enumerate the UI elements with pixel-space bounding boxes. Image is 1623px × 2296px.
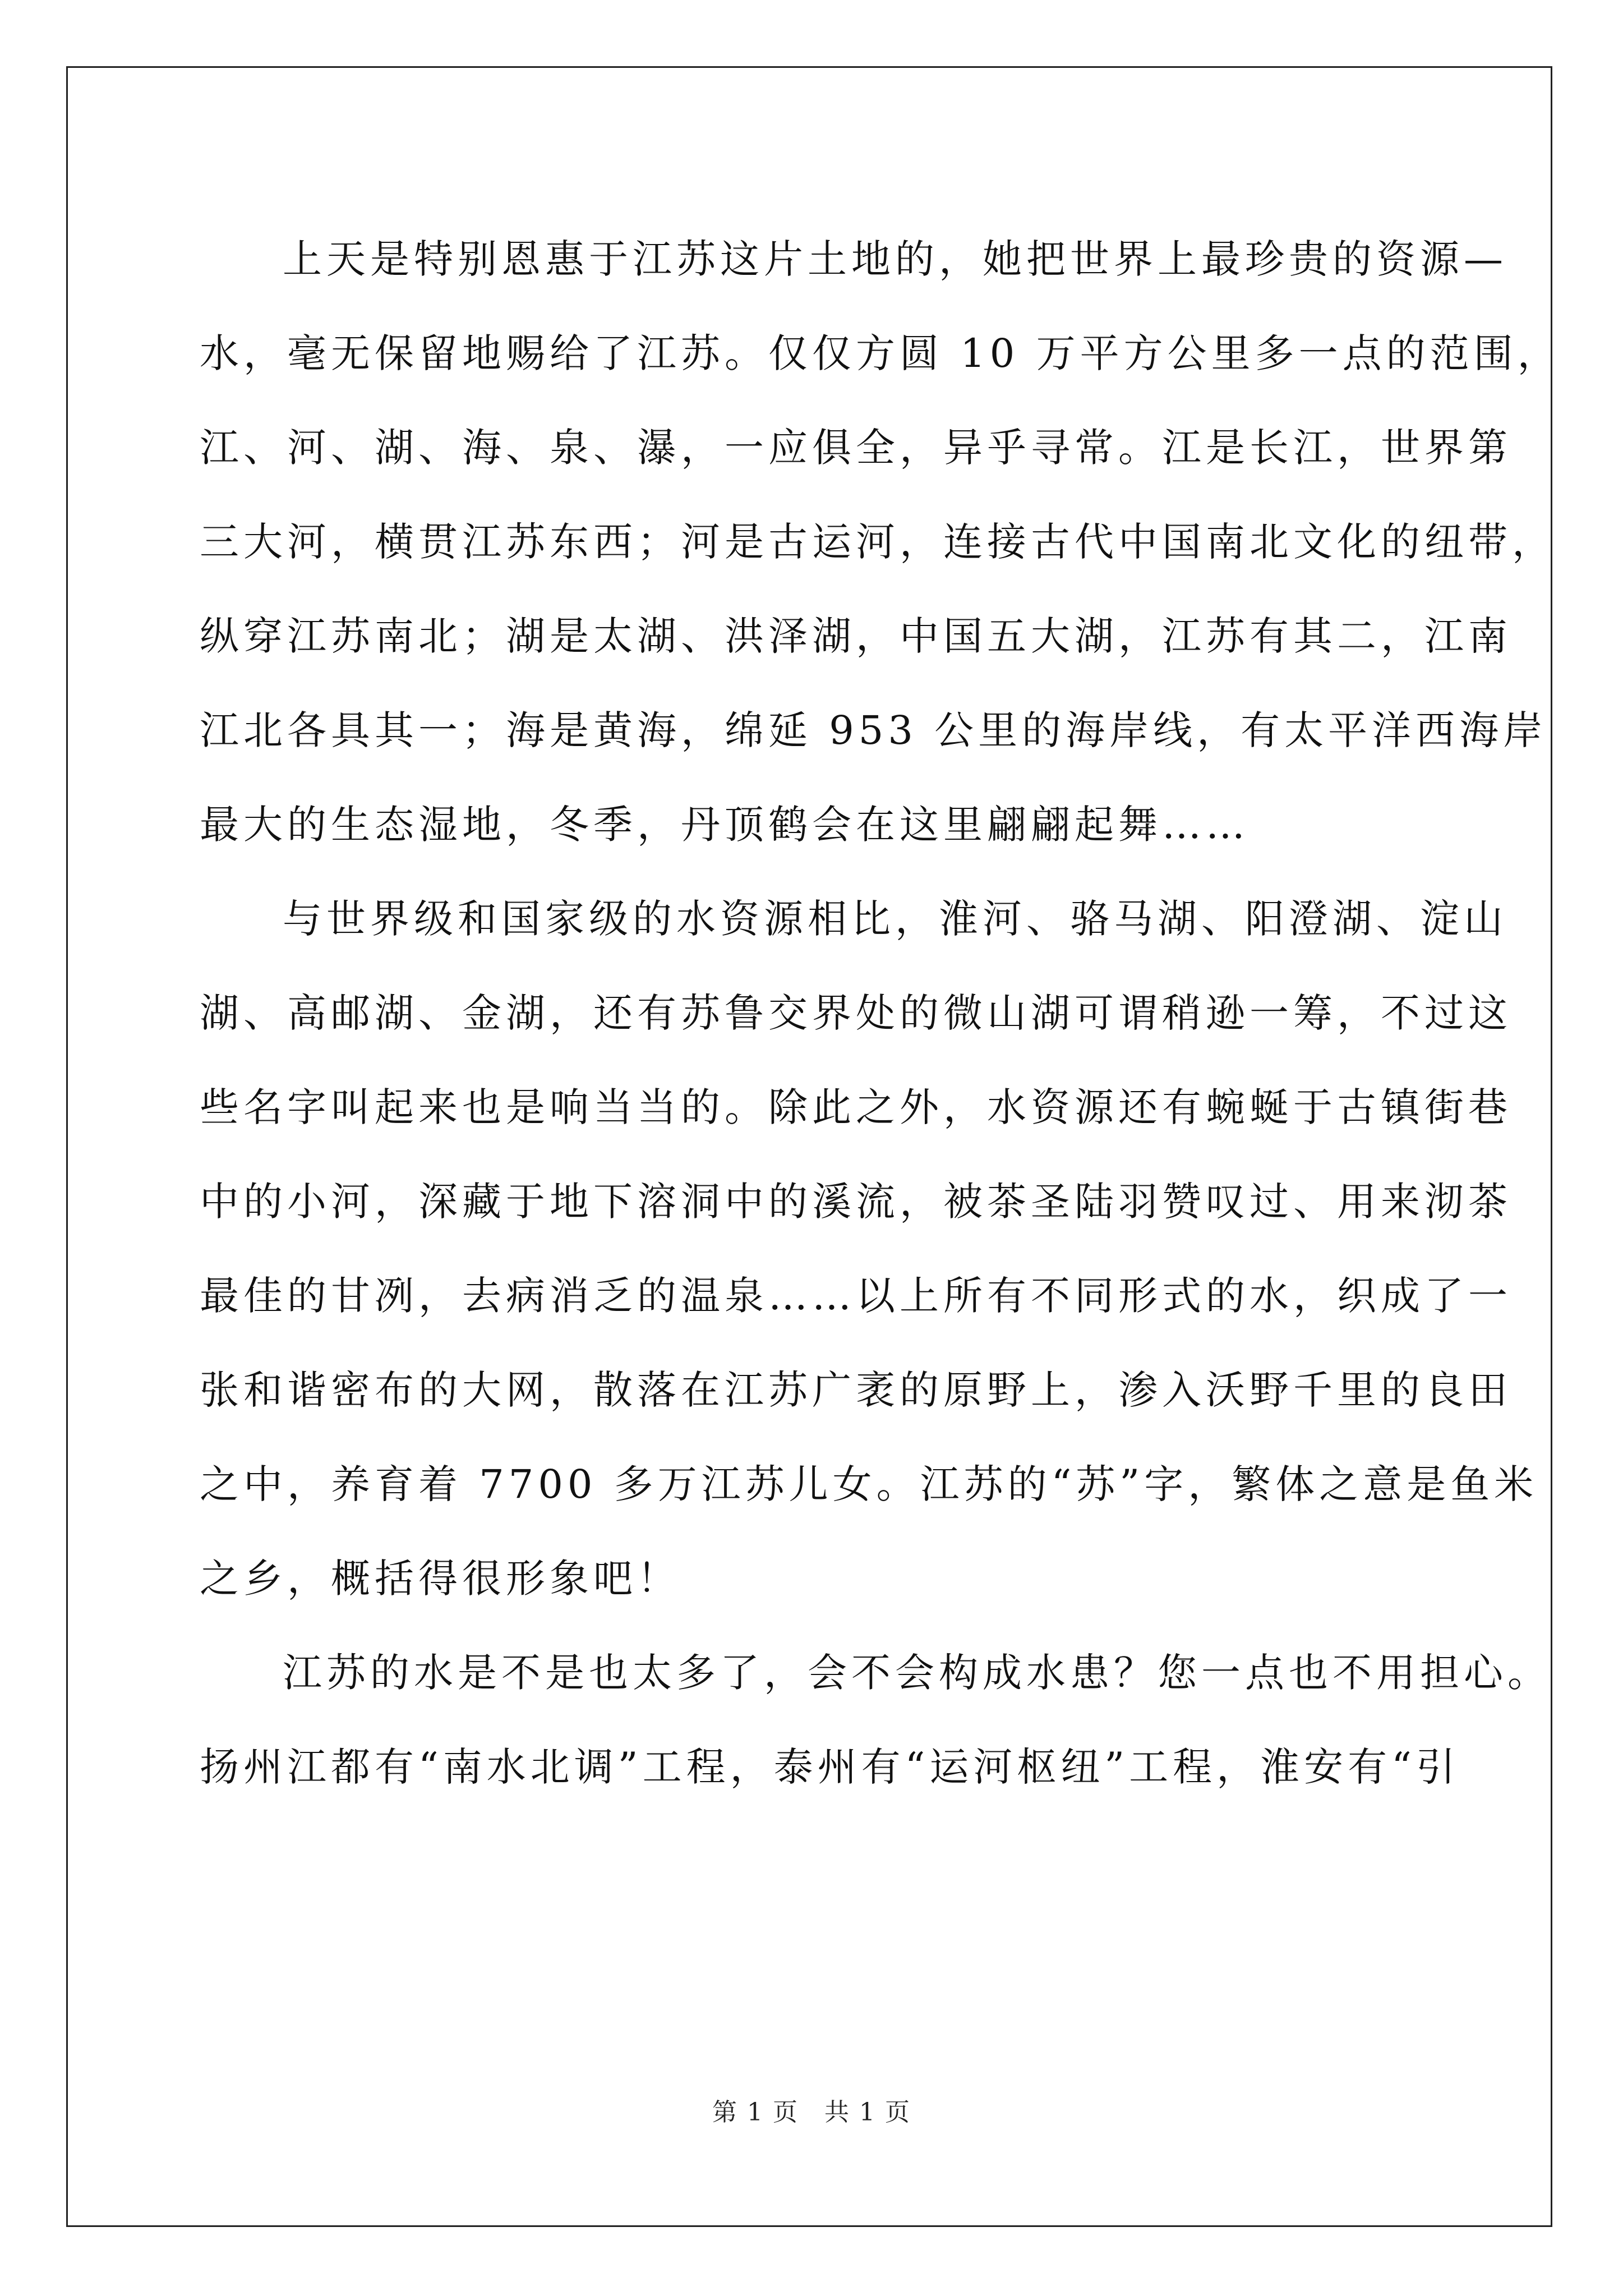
text-line: 三大河，横贯江苏东西；河是古运河，连接古代中国南北文化的纽带，: [200, 519, 1556, 565]
text-line: 最佳的甘冽，去病消乏的温泉……以上所有不同形式的水，织成了一: [200, 1273, 1512, 1319]
text-line: 江、河、湖、海、泉、瀑，一应俱全，异乎寻常。江是长江，世界第: [200, 425, 1512, 471]
text-line: 之乡，概括得很形象吧！: [200, 1556, 681, 1602]
text-line: 最大的生态湿地，冬季，丹顶鹤会在这里翩翩起舞……: [200, 802, 1249, 848]
paragraph-1: [200, 212, 1561, 872]
text-line: 之中，养育着 7700 多万江苏儿女。江苏的“苏”字，繁体之意是鱼米: [200, 1461, 1538, 1507]
text-line: 与世界级和国家级的水资源相比，淮河、骆马湖、阳澄湖、淀山: [283, 896, 1507, 942]
paragraph-3: [200, 1626, 1551, 1814]
text-line: 扬州江都有“南水北调”工程，泰州有“运河枢纽”工程，淮安有“引: [200, 1744, 1460, 1790]
text-line: 中的小河，深藏于地下溶洞中的溪流，被茶圣陆羽赞叹过、用来沏茶: [200, 1179, 1512, 1225]
text-line: 张和谐密布的大网，散落在江苏广袤的原野上，渗入沃野千里的良田: [200, 1367, 1512, 1413]
text-line: 水，毫无保留地赐给了江苏。仅仅方圆 10 万平方公里多一点的范围，: [200, 330, 1561, 376]
text-line: 些名字叫起来也是响当当的。除此之外，水资源还有蜿蜒于古镇街巷: [200, 1084, 1512, 1130]
paragraph-2: [200, 872, 1538, 1626]
text-line: 江北各具其一；海是黄海，绵延 953 公里的海岸线，有太平洋西海岸: [200, 707, 1547, 753]
document-body: [200, 212, 1561, 1814]
text-line: 上天是特别恩惠于江苏这片土地的，她把世界上最珍贵的资源—: [283, 236, 1507, 282]
text-line: 江苏的水是不是也太多了，会不会构成水患？您一点也不用担心。: [283, 1650, 1551, 1696]
text-line: 纵穿江苏南北；湖是太湖、洪泽湖，中国五大湖，江苏有其二，江南: [200, 613, 1512, 659]
page-number-footer: 第 1 页 共 1 页: [712, 2098, 911, 2127]
text-line: 湖、高邮湖、金湖，还有苏鲁交界处的微山湖可谓稍逊一筹，不过这: [200, 990, 1512, 1036]
